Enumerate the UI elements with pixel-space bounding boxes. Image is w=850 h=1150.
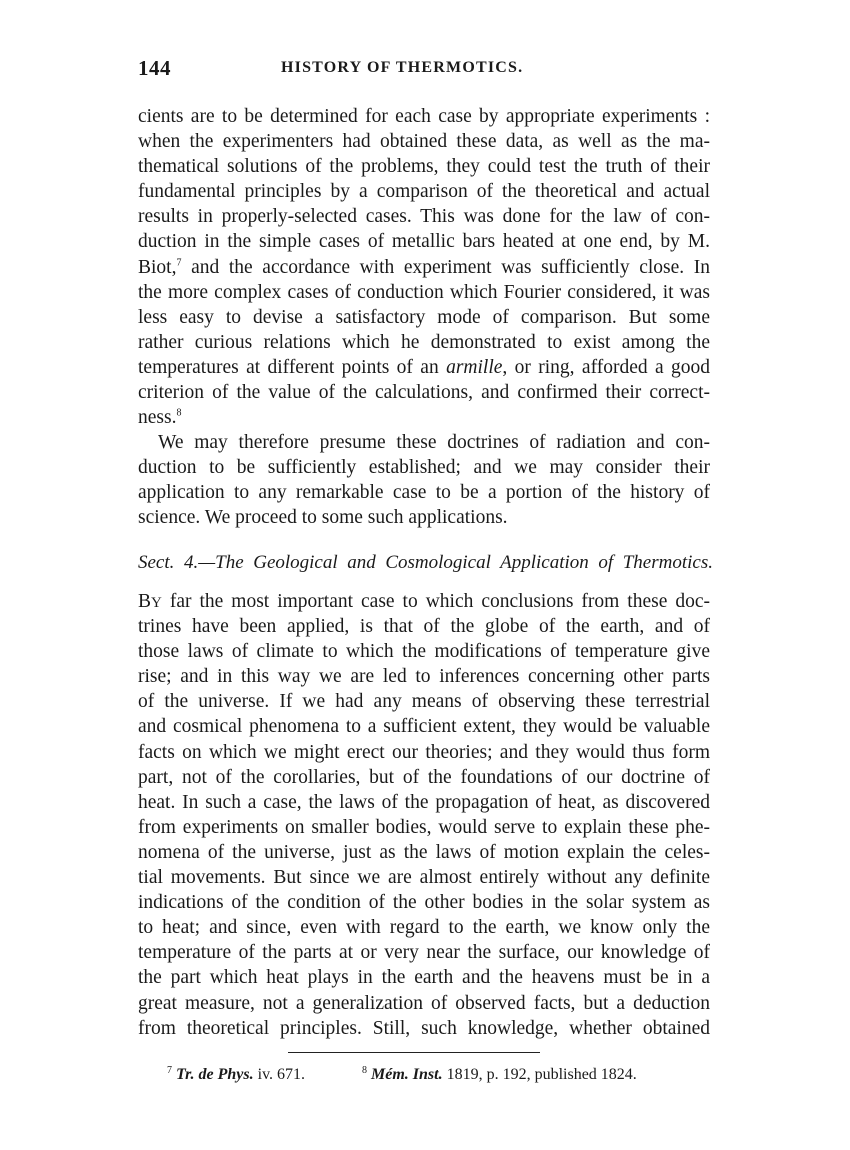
text-line: nomena of the universe, just as the laws of motion explain the celes- xyxy=(138,841,710,863)
running-head xyxy=(138,56,710,82)
footnote-ref-7[interactable]: 7 xyxy=(176,257,182,269)
footnote-detail: 1819, p. 192, published 1824. xyxy=(442,1066,637,1083)
italic-term: armille xyxy=(446,356,503,378)
paragraph-1 xyxy=(138,104,710,430)
page-number: 144 xyxy=(138,56,171,80)
text-line: indications of the condition of the other bodies in the solar system as xyxy=(138,892,710,914)
text-line xyxy=(138,405,710,430)
text-line: facts on which we might erect our theories; and they would thus form xyxy=(138,741,710,763)
text-fragment: temperatures at different points of an xyxy=(138,356,447,378)
text-fragment: and the accordance with experiment was sufficiently close. In xyxy=(191,256,711,278)
text-line: fundamental principles by a comparison of the theoretical and actual xyxy=(138,181,710,203)
text-line: criterion of the value of the calculations, and confirmed their correct- xyxy=(138,382,710,404)
text-line: those laws of climate to which the modifications of temperature give xyxy=(138,641,710,663)
paragraph-2 xyxy=(138,430,710,530)
text-line: great measure, not a generalization of observed facts, but a deduction xyxy=(138,992,710,1014)
text-line: rise; and in this way we are led to inferences concerning other parts xyxy=(138,666,710,688)
text-line: science. We proceed to some such applications. xyxy=(138,507,508,529)
text-line: duction to be sufficiently established; and we may consider their xyxy=(138,457,710,479)
text-line: when the experimenters had obtained these data, as well as the ma- xyxy=(138,131,710,153)
small-cap-letter: Y xyxy=(151,595,162,611)
text-line: rather curious relations which he demonstrated to exist among the xyxy=(138,331,710,353)
text-line xyxy=(138,255,710,280)
section-heading: Sect. 4.—The Geological and Cosmological Application of Thermotics. xyxy=(138,552,713,573)
footnote-divider xyxy=(288,1052,540,1053)
text-line: thematical solutions of the problems, they could test the truth of their xyxy=(138,156,710,178)
text-line: cients are to be determined for each case by appropriate experiments : xyxy=(138,106,710,127)
text-line xyxy=(138,589,710,614)
footnotes xyxy=(167,1066,727,1084)
text-fragment: far the most important case to which conclusions from these doc- xyxy=(161,591,710,612)
drop-letter: B xyxy=(138,591,152,612)
text-line: We may therefore presume these doctrines of radiation and con- xyxy=(158,432,710,453)
text-line: heat. In such a case, the laws of the propagation of heat, as discovered xyxy=(138,791,710,813)
footnote-7 xyxy=(167,1066,305,1084)
text-fragment: ness. xyxy=(138,407,177,429)
footnote-detail: iv. 671. xyxy=(253,1066,306,1083)
footnote-8 xyxy=(362,1066,637,1084)
footnote-marker: 8 xyxy=(362,1064,367,1076)
footnote-source: Mém. Inst. xyxy=(371,1066,443,1083)
text-line: temperature of the parts at or very near the surface, our knowledge of xyxy=(138,942,710,964)
footnote-ref-8[interactable]: 8 xyxy=(176,407,182,419)
text-line: trines have been applied, is that of the globe of the earth, and of xyxy=(138,616,710,638)
text-line: duction in the simple cases of metallic bars heated at one end, by M. xyxy=(138,231,710,253)
text-line: from experiments on smaller bodies, would serve to explain these phe- xyxy=(138,816,710,838)
text-line: part, not of the corollaries, but of the foundations of our doctrine of xyxy=(138,766,710,788)
text-line: to heat; and since, even with regard to the earth, we know only the xyxy=(138,917,710,939)
text-line: results in properly-selected cases. This was done for the law of con- xyxy=(138,206,710,228)
footnote-marker: 7 xyxy=(167,1064,172,1076)
running-title: HISTORY OF THERMOTICS. xyxy=(281,59,524,76)
footnote-source: Tr. de Phys. xyxy=(176,1066,254,1083)
text-line: the part which heat plays in the earth and the heavens must be in a xyxy=(138,967,710,989)
text-line: application to any remarkable case to be a portion of the history of xyxy=(138,482,710,504)
text-fragment: , or ring, afforded a good xyxy=(502,356,711,378)
text-line: the more complex cases of conduction which Fourier considered, it was xyxy=(138,281,710,303)
text-line: tial movements. But since we are almost entirely without any definite xyxy=(138,867,710,889)
text-line xyxy=(138,355,710,380)
text-fragment: Biot, xyxy=(138,256,177,278)
text-line: from theoretical principles. Still, such knowledge, whether obtained xyxy=(138,1017,710,1039)
text-line: less easy to devise a satisfactory mode of comparison. But some xyxy=(138,306,710,328)
text-line: and cosmical phenomena to a sufficient extent, they would be valuable xyxy=(138,716,710,738)
paragraph-3 xyxy=(138,589,710,1041)
text-line: of the universe. If we had any means of observing these terrestrial xyxy=(138,691,710,713)
